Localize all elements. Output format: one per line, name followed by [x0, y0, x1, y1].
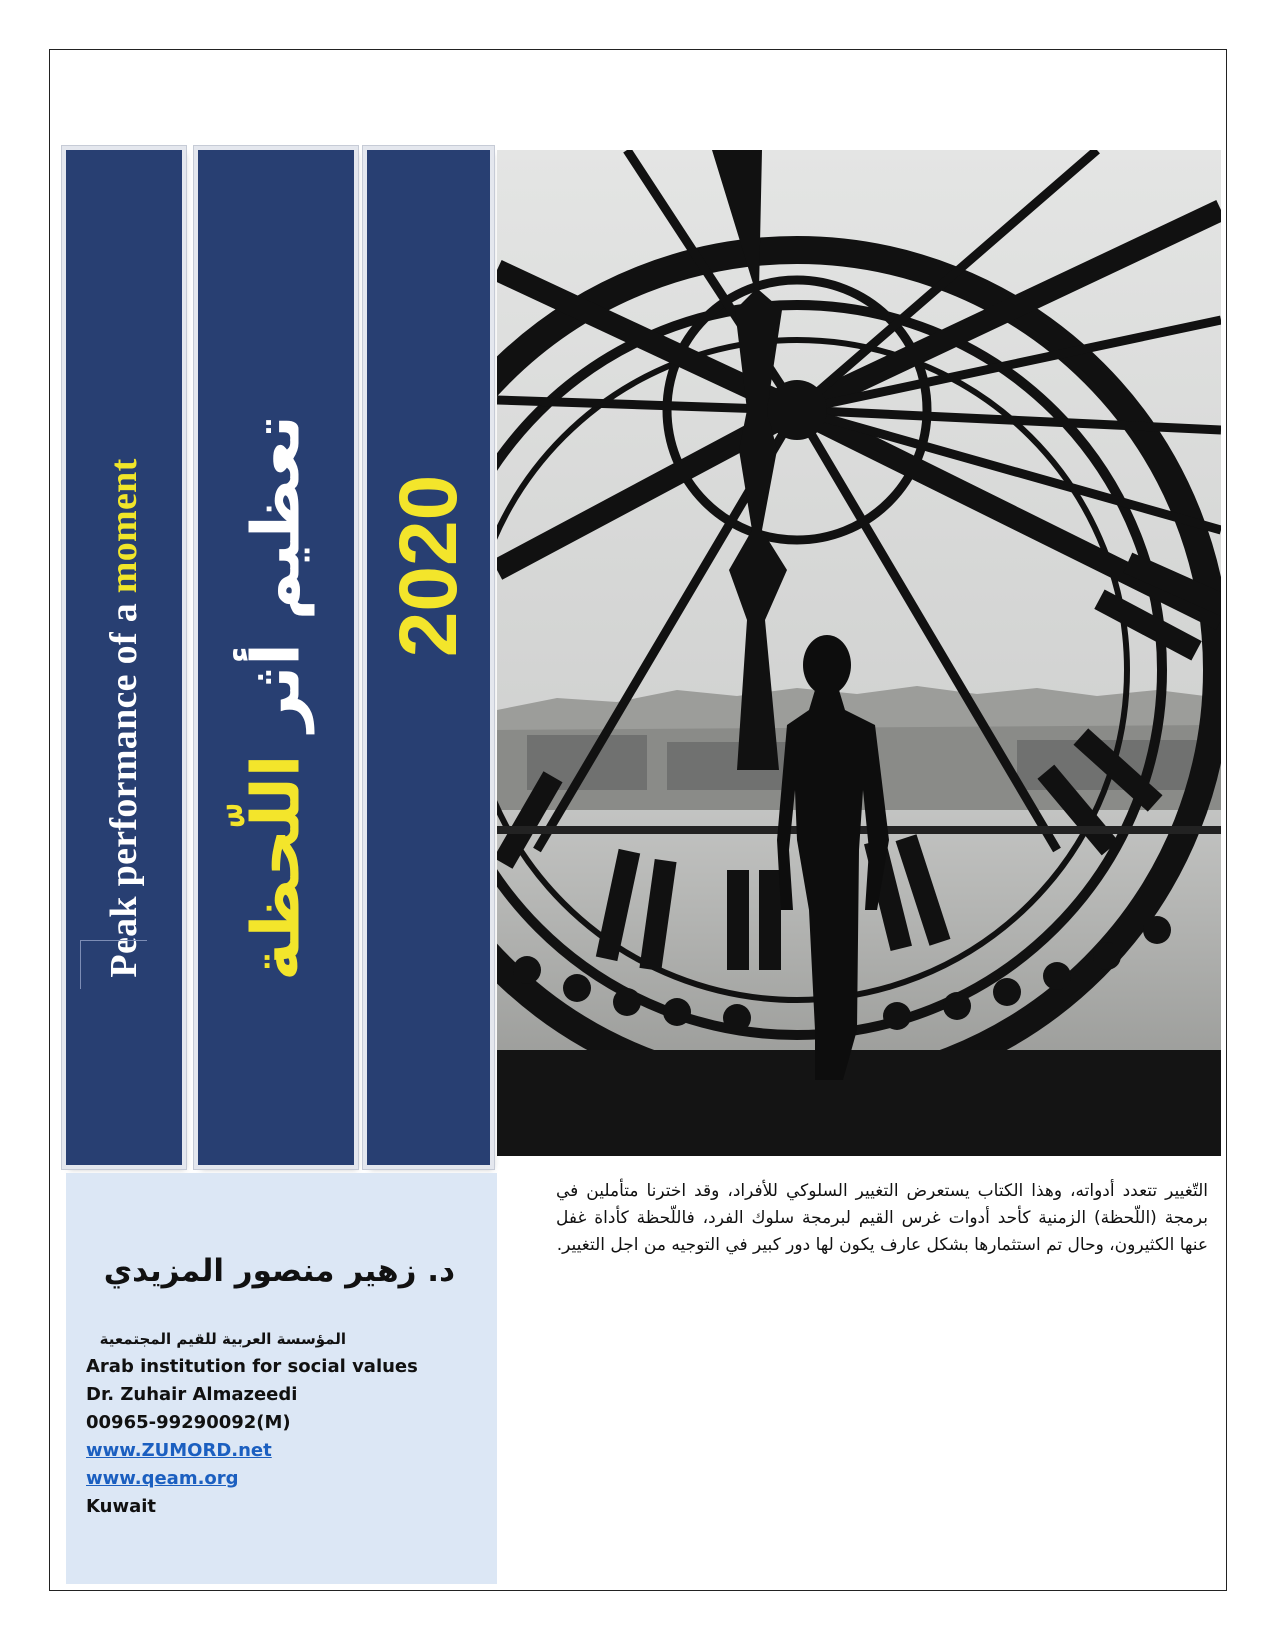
- arabic-title: [238, 415, 315, 981]
- author-english-name: Dr. Zuhair Almazeedi: [86, 1384, 298, 1405]
- year: 2020: [382, 474, 474, 658]
- english-title-prefix: Peak performance of a: [103, 593, 145, 978]
- year-panel: [367, 150, 490, 1165]
- arabic-title-part2: اللّحظة: [237, 754, 315, 981]
- website-link-qeam[interactable]: www.qeam.org: [86, 1468, 239, 1489]
- english-title-panel: [66, 150, 182, 1165]
- english-title: [102, 459, 146, 978]
- decorative-line: [80, 940, 147, 989]
- phone-number: 00965-99290092(M): [86, 1412, 291, 1433]
- author-contact-block: [86, 1325, 418, 1521]
- book-description: التّغيير تتعدد أدواته، وهذا الكتاب يستعرض التغيير السلوكي للأفراد، وقد اخترنا متأملين في برمجة (اللّحظة) الزمنية كأحد أدوات غرس القيم لبرمجة سلوك الفرد، فاللّحظة كأداة غفل عنها الكثيرون، وحال تم استثمارها بشكل عارف يكون لها دور كبير في التوجيه من اجل التغيير.: [556, 1181, 1208, 1255]
- arabic-title-panel: [198, 150, 354, 1165]
- arabic-title-part1: تعظيم أثر: [237, 415, 315, 732]
- arabic-institution: المؤسسة العربية للقيم المجتمعية: [99, 1330, 346, 1348]
- website-link-zumord[interactable]: www.ZUMORD.net: [86, 1440, 272, 1461]
- institution-name: Arab institution for social values: [86, 1356, 418, 1377]
- country: Kuwait: [86, 1496, 156, 1517]
- author-arabic-name: د. زهير منصور المزيدي: [103, 1253, 455, 1289]
- english-title-highlight: moment: [103, 458, 145, 594]
- author-panel: [66, 1173, 497, 1584]
- clock-photo: [497, 150, 1221, 1156]
